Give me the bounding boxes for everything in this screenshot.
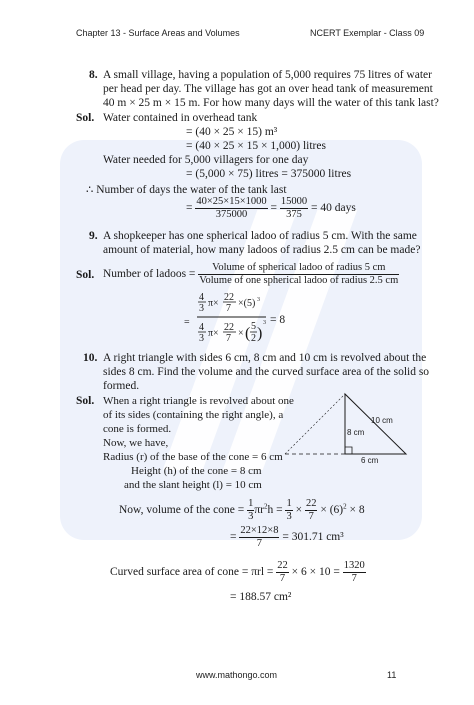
diagram-height-label: 8 cm <box>347 428 365 437</box>
sol8-fraction-line: = $\frac{40\times 25\times 15\times 1000}{375000}$ = $\frac{15000}{375}$ = 40 days <box>186 196 356 220</box>
sol8-frac1-num: 40×25×15×1000 <box>196 196 267 207</box>
q10-line3: formed. <box>103 380 140 392</box>
sol8-line4: Water needed for 5,000 villagers for one day <box>103 154 309 166</box>
svg-text:3: 3 <box>263 320 266 326</box>
svg-text:×: × <box>238 328 244 339</box>
sol10-volume-prefix: Now, volume of the cone = <box>119 504 245 517</box>
q10-line1: A right triangle with sides 6 cm, 8 cm and 10 cm is revolved about the <box>103 352 427 364</box>
header-chapter: Chapter 13 - Surface Areas and Volumes <box>76 28 240 38</box>
header-book: NCERT Exemplar - Class 09 <box>310 28 425 38</box>
sol10-volume-line: Now, volume of the cone = $\frac{1}{3}$ $\pi r^2h$ = $\frac{1}{3}$ × $\frac{22}{7}$ × $(6)^2 \times 8$ <box>119 498 365 522</box>
sol10-csa-prefix: Curved surface area of cone = πrl = <box>110 566 274 579</box>
sol9-prefix: Number of ladoos = <box>103 268 196 281</box>
diagram-base-label: 6 cm <box>361 456 379 465</box>
footer-website: www.mathongo.com <box>196 670 278 680</box>
sol8-fraction1 <box>195 196 267 221</box>
q8-number: 8. <box>89 69 98 81</box>
svg-text:7: 7 <box>226 303 231 314</box>
csa-result-fraction <box>343 560 366 585</box>
q9-line2: amount of material, how many ladoos of radius 2.5 cm can be made? <box>103 244 421 256</box>
sol8-line3: = (40 × 25 × 15 × 1,000) litres <box>186 140 326 152</box>
sol10-line6: Height (h) of the cone = 8 cm <box>131 465 262 477</box>
volume-frac-1-3b: $\frac{1}{3}$ <box>286 498 292 522</box>
sol9-result: = 8 <box>270 314 286 326</box>
sol9-frac-num: Volume of spherical ladoo of radius 5 cm <box>198 262 399 275</box>
q10-line2: sides 8 cm. Find the volume and the curved surface area of the solid so <box>103 366 430 378</box>
sol10-line7: and the slant height (l) = 10 cm <box>124 479 262 491</box>
svg-text:3: 3 <box>199 333 204 344</box>
sol8-frac2-den: 375 <box>286 209 302 220</box>
volume-result-num: 22×12×8 <box>240 525 279 536</box>
q8-line2: per head per day. The village has got an over head tank of measurement <box>103 83 433 95</box>
q9-line1: A shopkeeper has one spherical ladoo of radius 5 cm. With the same <box>103 230 417 242</box>
sol9-label: Sol. <box>76 269 95 281</box>
sol8-label: Sol. <box>76 112 95 124</box>
svg-text:): ) <box>257 325 263 342</box>
svg-text:3: 3 <box>199 303 204 314</box>
diagram-hypotenuse-label: 10 cm <box>371 416 393 425</box>
svg-text:2: 2 <box>251 333 256 344</box>
csa-frac-22-7: $\frac{22}{7}$ <box>277 560 288 584</box>
svg-text:22: 22 <box>224 322 234 333</box>
csa-result-num: 1320 <box>343 560 365 571</box>
sol10-line2: of its sides (containing the right angle), a <box>103 409 284 421</box>
sol10-csa-result: = 188.57 cm² <box>230 591 292 603</box>
svg-text:7: 7 <box>226 333 231 344</box>
footer-page-number: 11 <box>387 670 397 680</box>
sol9-frac-den: Volume of one spherical ladoo of radius 2.5 cm <box>199 275 399 286</box>
q10-number: 10. <box>83 352 98 364</box>
q8-line3: 40 m × 25 m × 15 m. For how many days will the water of this tank last? <box>103 97 439 109</box>
sol10-line1: When a right triangle is revolved about one <box>103 395 294 407</box>
sol8-line6: ∴ Number of days the water of the tank last <box>86 184 287 196</box>
sol10-label: Sol. <box>76 395 95 407</box>
sol10-csa-line: Curved surface area of cone = πrl = $\frac{22}{7}$ × 6 × 10 = $\frac{1320}{7}$ <box>110 560 365 584</box>
svg-text:3: 3 <box>257 297 260 303</box>
sol9-equation <box>103 262 399 287</box>
sol8-frac1-den: 375000 <box>215 209 248 220</box>
svg-text:π×: π× <box>208 298 219 309</box>
sol8-fraction2 <box>280 196 308 221</box>
q8-line1: A small village, having a population of 5,000 requires 75 litres of water <box>103 69 432 81</box>
sol8-result: = 40 days <box>311 202 356 215</box>
svg-text:4: 4 <box>199 322 204 333</box>
svg-text:×(5): ×(5) <box>238 298 256 309</box>
sol10-line4: Now, we have, <box>103 437 169 449</box>
sol8-line2: = (40 × 25 × 15) m³ <box>186 126 278 138</box>
volume-frac-22-7: $\frac{22}{7}$ <box>305 498 317 522</box>
sol8-line5: = (5,000 × 75) litres = 375000 litres <box>186 168 352 180</box>
cone-slant-dashed-line <box>285 394 345 454</box>
volume-result: = 301.71 cm³ <box>282 531 344 544</box>
svg-text:=: = <box>184 317 190 328</box>
sol10-line3: cone is formed. <box>103 423 172 435</box>
sol8-line1: Water contained in overhead tank <box>103 112 258 124</box>
q9-number: 9. <box>89 230 98 242</box>
volume-result-den: 7 <box>256 538 263 549</box>
csa-result-den: 7 <box>351 573 357 584</box>
volume-frac-1-3: $\frac{1}{3}$ <box>248 498 254 522</box>
sol9-fraction <box>198 262 399 287</box>
svg-text:22: 22 <box>224 292 234 303</box>
svg-text:5: 5 <box>251 321 256 332</box>
sol10-volume-result-line: = $\frac{22\times 12\times 8}{7}$ = 301.71 cm³ <box>230 525 344 549</box>
sol8-frac2-num: 15000 <box>280 196 308 207</box>
svg-text:4: 4 <box>199 292 204 303</box>
svg-text:π×: π× <box>208 328 219 339</box>
svg-text:(: ( <box>245 325 251 342</box>
volume-result-fraction <box>239 525 279 550</box>
sol10-line5: Radius (r) of the base of the cone = 6 cm <box>103 451 283 463</box>
right-angle-marker <box>345 447 352 454</box>
